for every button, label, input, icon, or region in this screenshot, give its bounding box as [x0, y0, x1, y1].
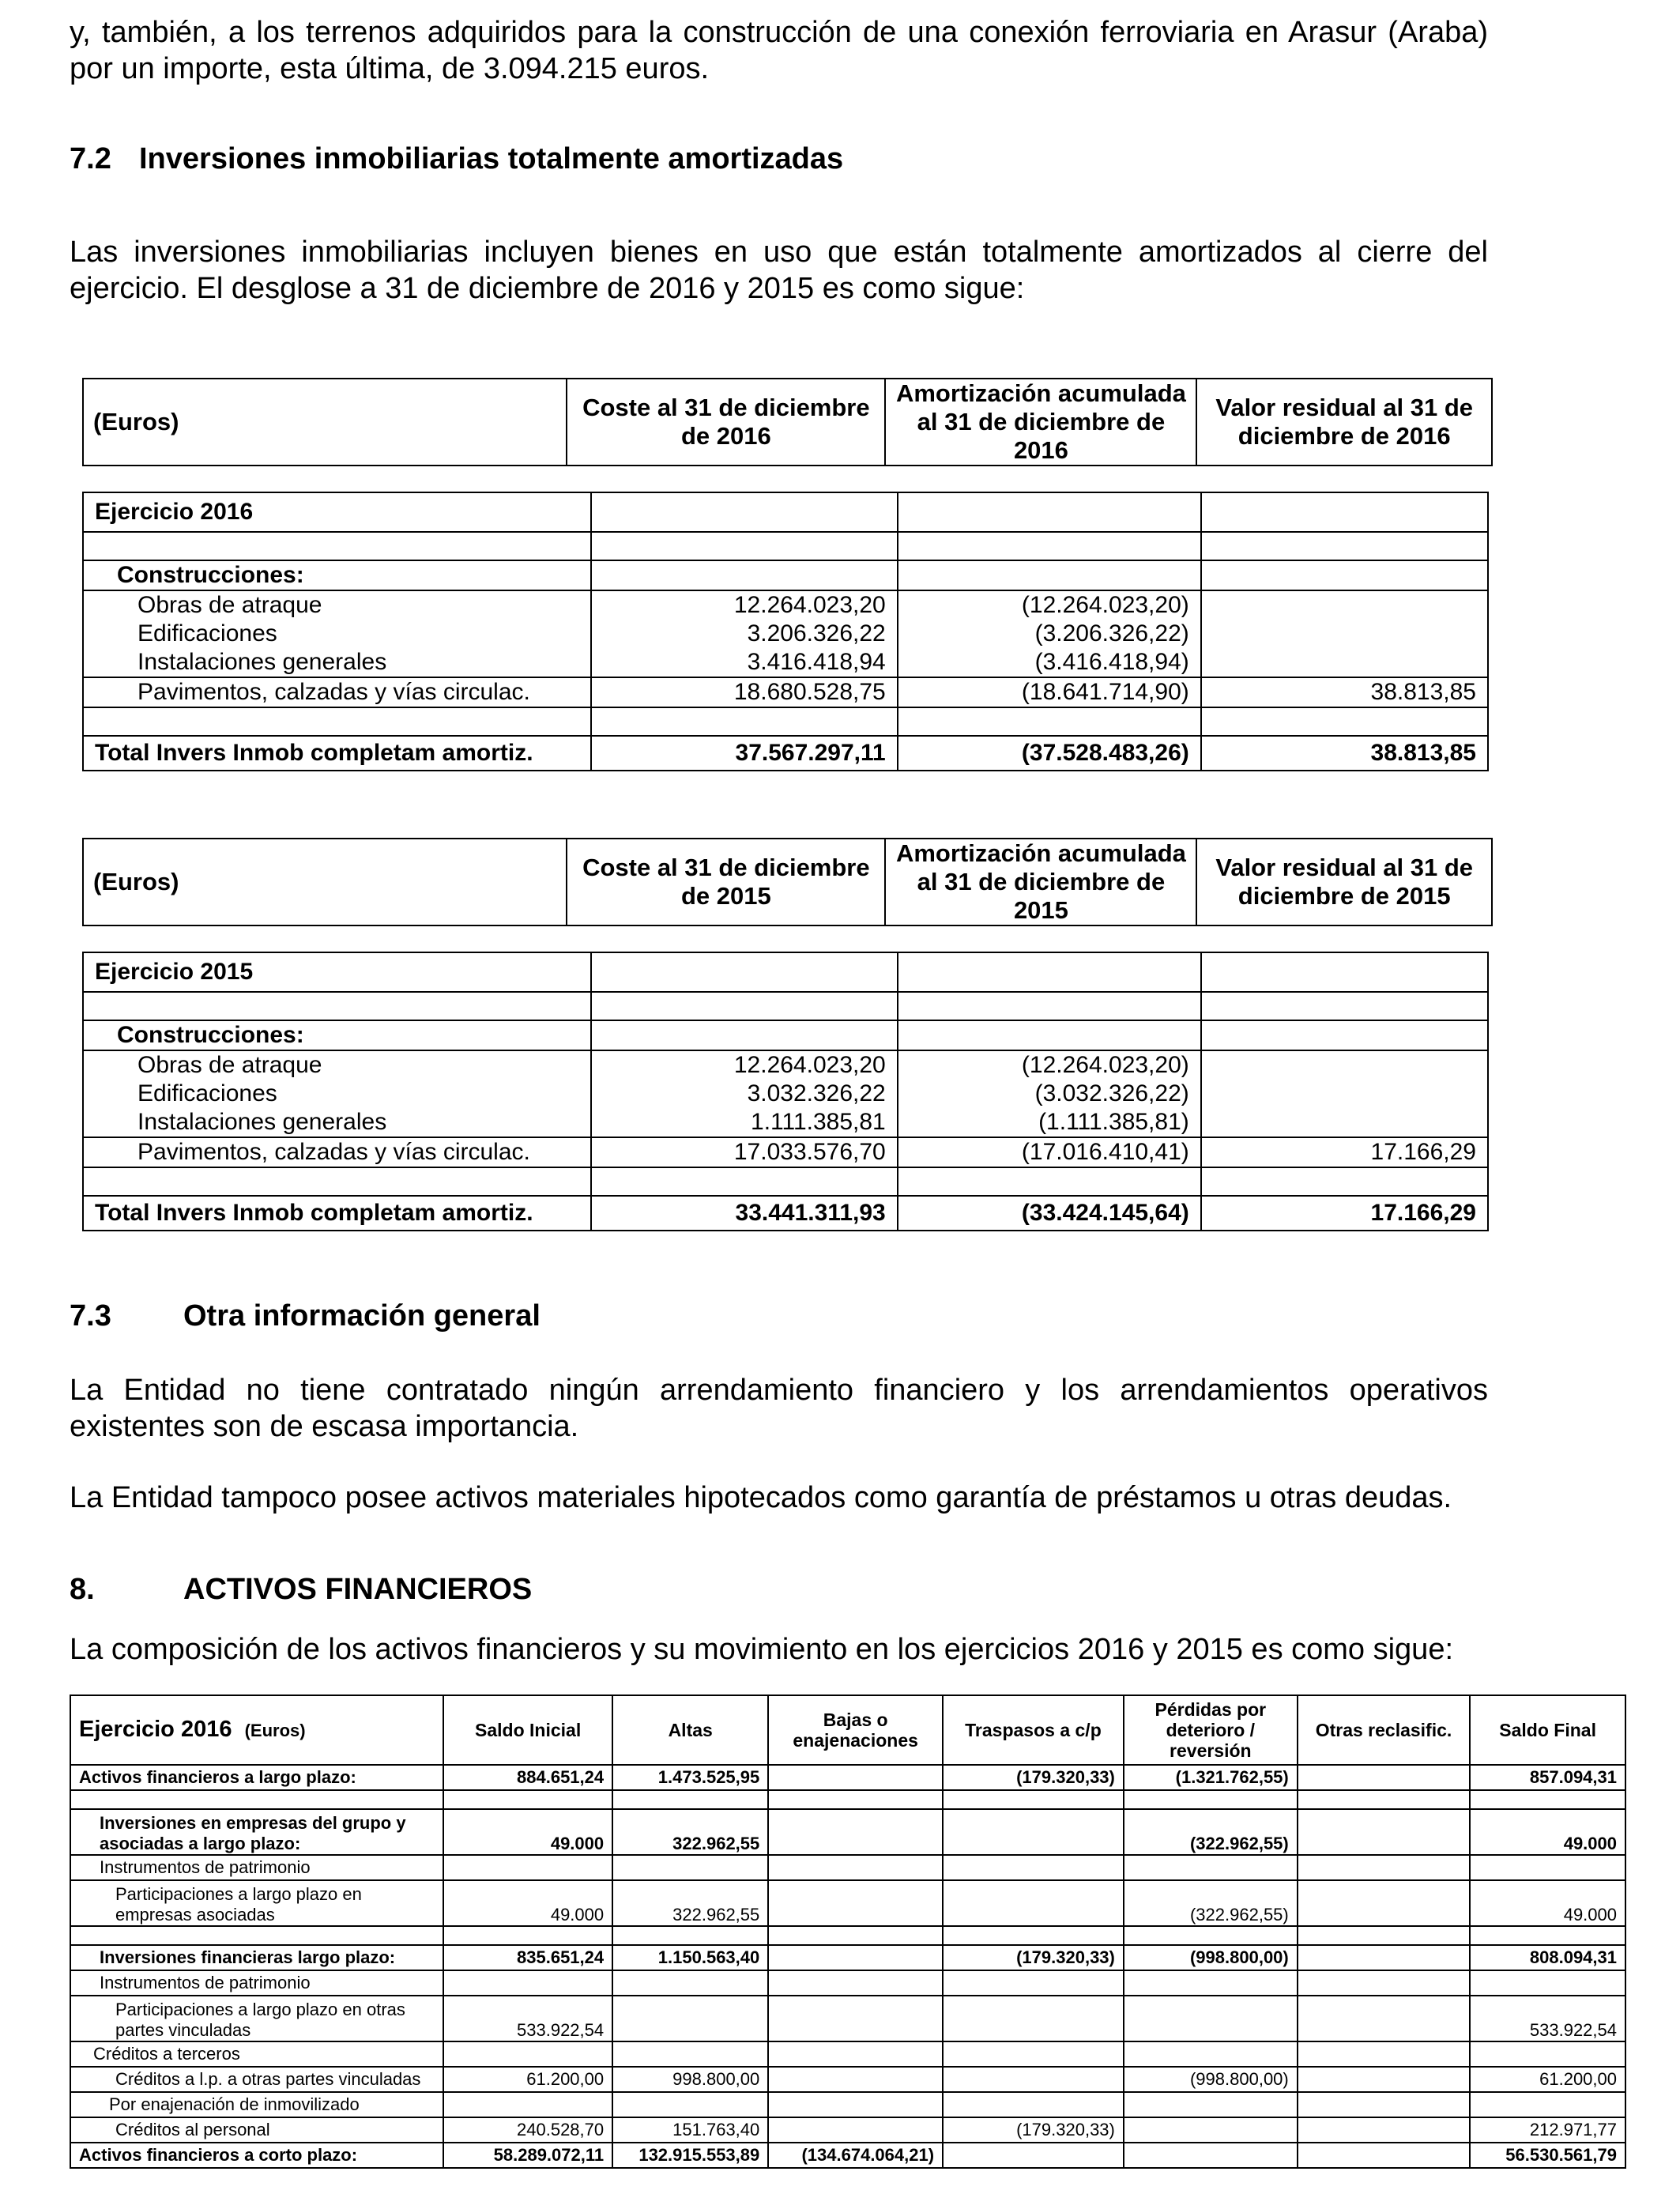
row-value: 56.530.561,79 [1470, 2143, 1625, 2168]
row-value [612, 1926, 768, 1945]
row-value [943, 2041, 1124, 2067]
table-row [70, 1880, 1625, 1926]
row-value: 212.971,77 [1470, 2117, 1625, 2143]
row-value: 58.289.072,11 [443, 2143, 612, 2168]
row-label: Por enajenación de inmovilizado [70, 2092, 443, 2117]
row-value [1470, 2092, 1625, 2117]
section-title: ACTIVOS FINANCIEROS [183, 1573, 533, 1606]
table-row [70, 2117, 1625, 2143]
table-row: Edificaciones 3.032.326,22 (3.032.326,22) [83, 1080, 1488, 1108]
row-label: Instrumentos de patrimonio [70, 1855, 443, 1880]
row-value [612, 1790, 768, 1809]
table-header-row: Ejercicio 2016 (Euros) Saldo Inicial Altas Bajas o enajenaciones Traspasos a c/p Pérdidas por deterioro / reversión Otras reclasific. Saldo Final [70, 1695, 1625, 1765]
row-value [443, 1855, 612, 1880]
row-value: (179.320,33) [943, 1945, 1124, 1970]
row-label: Activos financieros a largo plazo: [70, 1765, 443, 1790]
table-row [70, 1996, 1625, 2041]
row-label: Inversiones en empresas del grupo y asociadas a largo plazo: [70, 1809, 443, 1855]
row-value: 61.200,00 [443, 2067, 612, 2092]
row-value [612, 2092, 768, 2117]
row-value [1298, 2143, 1471, 2168]
row-value: (179.320,33) [943, 1765, 1124, 1790]
table-row [70, 1855, 1625, 1880]
row-value: (179.320,33) [943, 2117, 1124, 2143]
row-value [1124, 2143, 1298, 2168]
row-label: Instrumentos de patrimonio [70, 1970, 443, 1996]
intro-line-1: y, también, a los terrenos adquiridos para la construcción de una conexión ferroviaria en Arasur (Araba) [70, 16, 1488, 49]
table-row: Pavimentos, calzadas y vías circulac. 18.680.528,75 (18.641.714,90) 38.813,85 [83, 677, 1488, 707]
table-2016-header [82, 378, 1493, 466]
table-row [70, 2041, 1625, 2067]
row-value [943, 1970, 1124, 1996]
row-value [943, 1809, 1124, 1855]
row-value [1124, 2092, 1298, 2117]
table-row: Obras de atraque 12.264.023,20 (12.264.023,20) [83, 590, 1488, 620]
row-value [1470, 2041, 1625, 2067]
row-value [768, 2117, 943, 2143]
table-2016-body [82, 492, 1489, 771]
table-row [70, 1926, 1625, 1945]
row-value [768, 1926, 943, 1945]
row-value [943, 2092, 1124, 2117]
table-row [70, 1945, 1625, 1970]
row-value: 1.150.563,40 [612, 1945, 768, 1970]
row-value [943, 2143, 1124, 2168]
table-total-row: Total Invers Inmob completam amortiz. 33.441.311,93 (33.424.145,64) 17.166,29 [83, 1196, 1488, 1231]
row-value [1470, 1926, 1625, 1945]
row-value [1470, 1790, 1625, 1809]
row-value [1124, 1970, 1298, 1996]
header-coste: Coste al 31 de diciembre de 2016 [567, 379, 885, 466]
table-title: Ejercicio 2016 [83, 492, 591, 532]
row-value [1298, 1926, 1471, 1945]
section-7-3-heading [70, 1299, 541, 1333]
row-value: 884.651,24 [443, 1765, 612, 1790]
row-value: 49.000 [1470, 1809, 1625, 1855]
section-title: Inversiones inmobiliarias totalmente amortizadas [139, 142, 844, 175]
row-value [1124, 1855, 1298, 1880]
table-row: Instalaciones generales 1.111.385,81 (1.111.385,81) [83, 1108, 1488, 1137]
row-value [768, 2092, 943, 2117]
sec73-para2: La Entidad tampoco posee activos materiales hipotecados como garantía de préstamos u otras deudas. [70, 1481, 1452, 1514]
row-value [1298, 1809, 1471, 1855]
row-value [1298, 1996, 1471, 2041]
row-value: 808.094,31 [1470, 1945, 1625, 1970]
row-value: 857.094,31 [1470, 1765, 1625, 1790]
row-label: Inversiones financieras largo plazo: [70, 1945, 443, 1970]
row-value: (998.800,00) [1124, 2067, 1298, 2092]
row-value: 835.651,24 [443, 1945, 612, 1970]
table-row: Edificaciones 3.206.326,22 (3.206.326,22) [83, 620, 1488, 648]
row-value [1298, 1790, 1471, 1809]
row-value [768, 1996, 943, 2041]
row-value [612, 1996, 768, 2041]
header-units: (Euros) [83, 379, 567, 466]
row-value [1298, 1880, 1471, 1926]
row-value [768, 1790, 943, 1809]
row-value: 132.915.553,89 [612, 2143, 768, 2168]
row-value [1124, 1996, 1298, 2041]
intro-line-2: por un importe, esta última, de 3.094.215 euros. [70, 52, 710, 85]
row-value [768, 2041, 943, 2067]
row-value: (134.674.064,21) [768, 2143, 943, 2168]
row-value [612, 2041, 768, 2067]
row-value [768, 2067, 943, 2092]
row-value: 151.763,40 [612, 2117, 768, 2143]
row-value [443, 1970, 612, 1996]
row-value: 322.962,55 [612, 1880, 768, 1926]
table-row: Pavimentos, calzadas y vías circulac. 17.033.576,70 (17.016.410,41) 17.166,29 [83, 1137, 1488, 1167]
row-value [1298, 2117, 1471, 2143]
row-value [1124, 1790, 1298, 1809]
row-value [1298, 1765, 1471, 1790]
row-label [70, 1790, 443, 1809]
row-value [768, 1809, 943, 1855]
header-amortizacion: Amortización acumulada al 31 de diciembre de 2015 [885, 839, 1196, 925]
table-2015-header [82, 838, 1493, 926]
row-label: Participaciones a largo plazo en empresas asociadas [70, 1880, 443, 1926]
row-value [612, 1855, 768, 1880]
header-units: (Euros) [83, 839, 567, 925]
table-row [70, 1970, 1625, 1996]
row-value: 533.922,54 [1470, 1996, 1625, 2041]
row-value [443, 2041, 612, 2067]
header-valor-residual: Valor residual al 31 de diciembre de 2016 [1196, 379, 1492, 466]
row-value: 533.922,54 [443, 1996, 612, 2041]
section-label: Construcciones: [83, 1020, 591, 1050]
table-row [70, 2143, 1625, 2168]
row-value: 1.473.525,95 [612, 1765, 768, 1790]
row-value [1124, 2117, 1298, 2143]
header-valor-residual: Valor residual al 31 de diciembre de 2015 [1196, 839, 1492, 925]
section-number: 8. [70, 1573, 95, 1606]
table-row: Instalaciones generales 3.416.418,94 (3.416.418,94) [83, 648, 1488, 677]
row-value [1124, 1926, 1298, 1945]
row-value [1298, 1945, 1471, 1970]
row-value: (322.962,55) [1124, 1809, 1298, 1855]
sec72-para-line-1: Las inversiones inmobiliarias incluyen bienes en uso que están totalmente amortizados al cierre del [70, 236, 1488, 269]
row-value [612, 1970, 768, 1996]
row-value [1298, 1970, 1471, 1996]
section-number: 7.3 [70, 1299, 111, 1333]
table-row [70, 2092, 1625, 2117]
row-value [1298, 2092, 1471, 2117]
financial-assets-table [70, 1695, 1626, 2169]
table-total-row: Total Invers Inmob completam amortiz. 37.567.297,11 (37.528.483,26) 38.813,85 [83, 736, 1488, 771]
row-value: 322.962,55 [612, 1809, 768, 1855]
sec8-para: La composición de los activos financieros y su movimiento en los ejercicios 2016 y 2015 es como sigue: [70, 1633, 1454, 1666]
sec73-para1-line-1: La Entidad no tiene contratado ningún arrendamiento financiero y los arrendamientos operativos [70, 1374, 1488, 1407]
row-value: 998.800,00 [612, 2067, 768, 2092]
table-row [70, 2067, 1625, 2092]
row-value: (998.800,00) [1124, 1945, 1298, 1970]
row-value [443, 1790, 612, 1809]
row-value [768, 1765, 943, 1790]
table-title: Ejercicio 2015 [83, 952, 591, 992]
row-value [1298, 2067, 1471, 2092]
row-label: Créditos a l.p. a otras partes vinculadas [70, 2067, 443, 2092]
table-row: Obras de atraque 12.264.023,20 (12.264.023,20) [83, 1050, 1488, 1080]
row-value [768, 1970, 943, 1996]
row-value [768, 1945, 943, 1970]
row-value [943, 1855, 1124, 1880]
table-row [70, 1765, 1625, 1790]
row-value [943, 1926, 1124, 1945]
row-value [943, 1790, 1124, 1809]
sec73-para1-line-2: existentes son de escasa importancia. [70, 1410, 579, 1443]
row-label: Activos financieros a corto plazo: [70, 2143, 443, 2168]
row-value: 49.000 [1470, 1880, 1625, 1926]
row-value [1298, 1855, 1471, 1880]
table-title: Ejercicio 2016 (Euros) [70, 1695, 443, 1765]
row-label: Participaciones a largo plazo en otras partes vinculadas [70, 1996, 443, 2041]
section-7-2-heading [70, 142, 843, 176]
section-label: Construcciones: [83, 560, 591, 590]
row-value: 61.200,00 [1470, 2067, 1625, 2092]
header-amortizacion: Amortización acumulada al 31 de diciembre de 2016 [885, 379, 1196, 466]
row-value [1298, 2041, 1471, 2067]
row-value [1124, 2041, 1298, 2067]
row-value [768, 1880, 943, 1926]
row-label [70, 1926, 443, 1945]
row-value [943, 1880, 1124, 1926]
table-2015-body [82, 952, 1489, 1231]
table-row [70, 1809, 1625, 1855]
section-8-heading [70, 1573, 532, 1607]
header-coste: Coste al 31 de diciembre de 2015 [567, 839, 885, 925]
section-title: Otra información general [183, 1299, 541, 1333]
row-label: Créditos a terceros [70, 2041, 443, 2067]
table-row [70, 1790, 1625, 1809]
row-value: 240.528,70 [443, 2117, 612, 2143]
section-number: 7.2 [70, 142, 111, 175]
row-value [943, 1996, 1124, 2041]
row-value [943, 2067, 1124, 2092]
row-label: Créditos al personal [70, 2117, 443, 2143]
row-value: (1.321.762,55) [1124, 1765, 1298, 1790]
sec72-para-line-2: ejercicio. El desglose a 31 de diciembre de 2016 y 2015 es como sigue: [70, 272, 1025, 305]
row-value: 49.000 [443, 1880, 612, 1926]
row-value [443, 1926, 612, 1945]
row-value [1470, 1855, 1625, 1880]
row-value: 49.000 [443, 1809, 612, 1855]
row-value: (322.962,55) [1124, 1880, 1298, 1926]
row-value [768, 1855, 943, 1880]
row-value [1470, 1970, 1625, 1996]
row-value [443, 2092, 612, 2117]
